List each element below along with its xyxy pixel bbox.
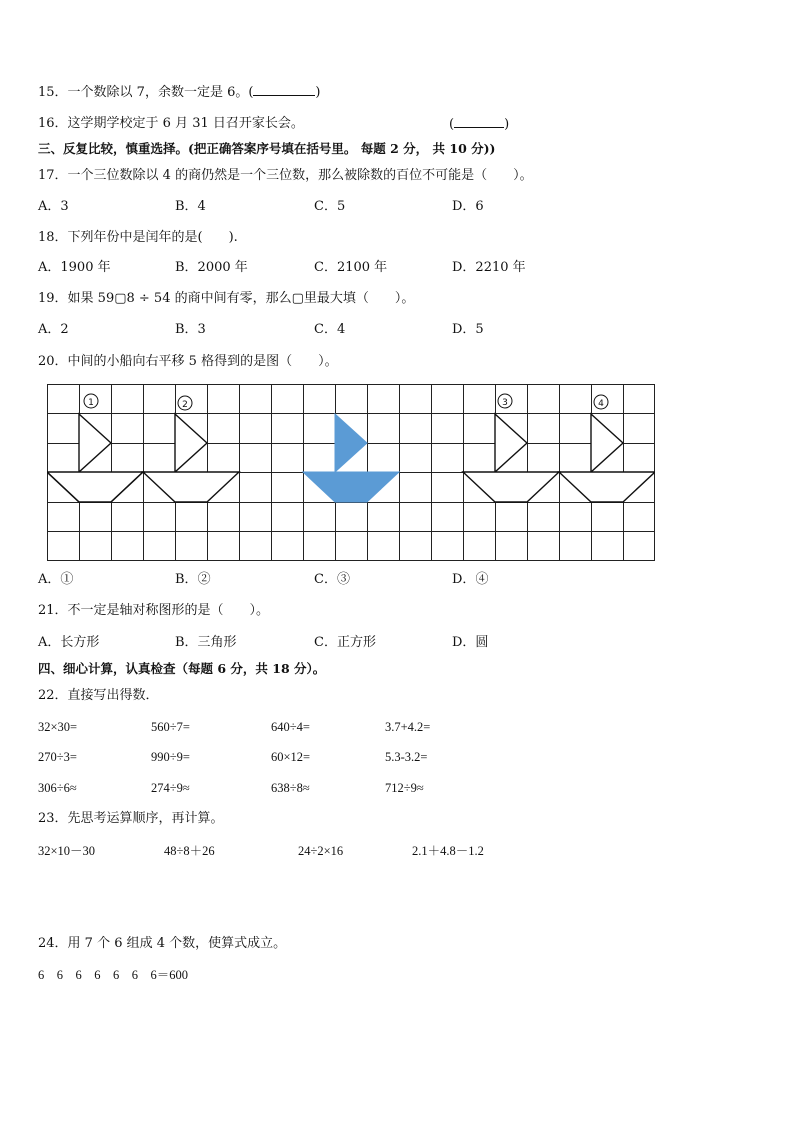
q22-r3-c4: 712÷9≈: [385, 781, 424, 795]
question-16-text: 16．这学期学校定于 6 月 31 日召开家长会。: [38, 116, 304, 131]
q18-option-d[interactable]: D．2210 年: [452, 260, 526, 275]
q20-option-d-letter: D．: [452, 572, 476, 587]
q20-option-d-label: ④: [475, 572, 489, 587]
q22-r1-c4: 3.7+4.2=: [385, 720, 431, 734]
question-24-text: 24．用 7 个 6 组成 4 个数，使算式成立。: [38, 936, 287, 951]
q20-option-d[interactable]: [452, 571, 488, 589]
q23-item-1: 32×10－30: [38, 844, 96, 858]
q22-r2-c1: 270÷3=: [38, 750, 77, 764]
boat-label-3: 3: [502, 398, 508, 408]
q17-option-d[interactable]: D．6: [452, 199, 484, 214]
q20-option-c-label: ③: [336, 572, 350, 587]
answer-blank-15[interactable]: [253, 83, 315, 96]
question-16: [38, 115, 304, 133]
question-16-answer: [449, 115, 509, 134]
question-17-text: 17．一个三位数除以 4 的商仍然是一个三位数，那么被除数的百位不可能是（ ）。: [38, 168, 533, 183]
question-23-text: 23．先思考运算顺序，再计算。: [38, 811, 224, 826]
boat-label-1: 1: [88, 398, 94, 408]
q21-option-c[interactable]: C．正方形: [314, 635, 376, 650]
q19-option-b[interactable]: B．3: [175, 322, 206, 337]
center-boat: [303, 414, 399, 502]
q20-option-a[interactable]: [38, 571, 73, 589]
q23-item-3: 24÷2×16: [298, 844, 344, 858]
q22-r1-c2: 560÷7=: [151, 720, 190, 734]
q20-option-c-letter: C．: [314, 572, 337, 587]
q22-r3-c3: 638÷8≈: [271, 781, 310, 795]
question-16-open: (: [449, 117, 455, 132]
question-18-text: 18．下列年份中是闰年的是( ).: [38, 230, 238, 245]
boat-label-2: 2: [182, 400, 188, 410]
question-16-close: ): [504, 117, 510, 132]
question-21-text: 21．不一定是轴对称图形的是（ ）。: [38, 603, 270, 618]
q23-item-4: 2.1＋4.8－1.2: [412, 844, 484, 858]
question-22-text: 22．直接写出得数．: [38, 688, 159, 703]
q19-option-a[interactable]: A．2: [38, 322, 69, 337]
boat-grid-svg: [47, 384, 655, 561]
q18-option-b[interactable]: B．2000 年: [175, 260, 248, 275]
answer-blank-16[interactable]: [454, 115, 504, 128]
q18-option-a[interactable]: A．1900 年: [38, 260, 111, 275]
q21-option-b[interactable]: B．三角形: [175, 635, 237, 650]
question-15: [38, 83, 321, 102]
section-3-heading: 三、反复比较，慎重选择。(把正确答案序号填在括号里。 每题 2 分， 共 10 分)): [38, 141, 496, 156]
section-4-heading: 四、细心计算，认真检查（每题 6 分，共 18 分）。: [38, 661, 326, 676]
question-15-text: 15．一个数除以 7，余数一定是 6。(: [38, 85, 254, 100]
q17-option-a[interactable]: A．3: [38, 199, 69, 214]
boat-label-4: 4: [598, 399, 604, 409]
q20-option-b-label: ②: [197, 572, 211, 587]
boat-4[interactable]: [559, 414, 655, 502]
question-15-close: ): [315, 85, 321, 100]
q19-option-d[interactable]: D．5: [452, 322, 484, 337]
q23-item-2: 48÷8＋26: [164, 844, 215, 858]
q22-r1-c1: 32×30=: [38, 720, 78, 734]
q19-option-c[interactable]: C．4: [314, 322, 346, 337]
q20-option-b-letter: B．: [175, 572, 198, 587]
boat-grid-figure: [47, 384, 655, 561]
q22-r2-c4: 5.3-3.2=: [385, 750, 428, 764]
q17-option-c[interactable]: C．5: [314, 199, 346, 214]
q18-option-c[interactable]: C．2100 年: [314, 260, 388, 275]
q21-option-d[interactable]: D．圆: [452, 635, 489, 650]
q22-r1-c3: 640÷4=: [271, 720, 310, 734]
boat-3[interactable]: [463, 414, 559, 502]
q24-equation: 6 6 6 6 6 6 6＝600: [38, 968, 189, 982]
q20-option-a-label: ①: [60, 572, 74, 587]
boat-2[interactable]: [143, 414, 239, 502]
q20-option-c[interactable]: [314, 571, 350, 589]
q22-r3-c2: 274÷9≈: [151, 781, 190, 795]
q22-r3-c1: 306÷6≈: [38, 781, 77, 795]
q21-option-a[interactable]: A．长方形: [38, 635, 100, 650]
q20-option-a-letter: A．: [38, 572, 61, 587]
q22-r2-c3: 60×12=: [271, 750, 311, 764]
boat-1[interactable]: [47, 414, 143, 502]
q20-option-b[interactable]: [175, 571, 211, 589]
q17-option-b[interactable]: B．4: [175, 199, 206, 214]
q22-r2-c2: 990÷9=: [151, 750, 190, 764]
question-20-text: 20．中间的小船向右平移 5 格得到的是图（ ）。: [38, 354, 338, 369]
question-19-text: 19．如果 59▢8 ÷ 54 的商中间有零，那么▢里最大填（ ）。: [38, 291, 415, 306]
